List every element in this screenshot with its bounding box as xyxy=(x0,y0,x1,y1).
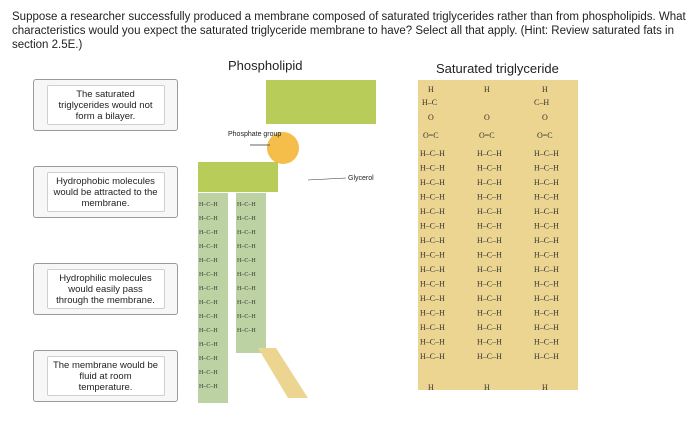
tg-chain-unit: H–C–H xyxy=(420,352,445,361)
tg-chain-unit: H–C–H xyxy=(477,323,502,332)
phospholipid-title: Phospholipid xyxy=(228,58,303,73)
tg-chain-unit: H–C–H xyxy=(534,207,559,216)
tg-oc-3: O=C xyxy=(537,131,553,140)
tg-chain-unit: H–C–H xyxy=(477,308,502,318)
answer-label: The saturated triglycerides would not form a bilayer. xyxy=(47,85,165,125)
tg-chain-unit: H–C–H xyxy=(420,308,445,318)
answer-option-hydrophobic-attracted[interactable] xyxy=(33,166,178,218)
tg-chain-unit: H–C–H xyxy=(477,178,502,187)
tg-chain-unit: H–C–H xyxy=(534,221,559,231)
ph-chain-unit: H–C–H xyxy=(237,300,256,306)
answer-label: Hydrophobic molecules would be attracted to the membrane. xyxy=(47,172,165,212)
tg-h-1: H xyxy=(428,85,434,94)
tg-chain-unit: H–C–H xyxy=(534,236,559,245)
tg-chain-unit: H–C–H xyxy=(420,178,445,187)
tg-chain-unit: H–C–H xyxy=(534,352,559,361)
tg-chain-unit: H–C–H xyxy=(534,149,559,158)
tg-chain-unit: H–C–H xyxy=(420,337,445,347)
glycerol-label: Glycerol xyxy=(348,175,374,182)
ph-chain-unit: H–C–H xyxy=(237,216,256,222)
tg-chain-unit: H–C–H xyxy=(477,294,502,303)
tg-chain-unit: H–C–H xyxy=(477,207,502,216)
ph-chain-unit: H–C–H xyxy=(199,202,218,208)
answer-option-no-bilayer[interactable] xyxy=(33,79,178,131)
ph-chain-unit: H–C–H xyxy=(199,244,218,250)
question-text: Suppose a researcher successfully produced a membrane composed of saturated triglycerides rather than from phospholipids. What characteristics would you expect the saturated triglyceride membrane to have? Select all that apply. (Hint: Review saturated fats in section 2.5E.) xyxy=(12,11,686,51)
tg-h-end-3: H xyxy=(542,383,548,392)
ph-chain-unit: H–C–H xyxy=(199,342,218,348)
ph-chain-unit: H–C–H xyxy=(199,356,218,362)
tg-chain-unit: H–C–H xyxy=(420,323,445,332)
tg-h-3: H xyxy=(542,85,548,94)
tg-chain-unit: H–C–H xyxy=(477,163,502,173)
answer-option-fluid-room-temp[interactable] xyxy=(33,350,178,402)
tg-chain-unit: H–C–H xyxy=(420,279,445,289)
ph-chain-unit: H–C–H xyxy=(237,272,256,278)
tg-oc-1: O=C xyxy=(423,131,439,140)
ph-chain-unit: H–C–H xyxy=(199,314,218,320)
answer-label: The membrane would be fluid at room temperature. xyxy=(47,356,165,396)
ph-chain-unit: H–C–H xyxy=(199,328,218,334)
tg-chain-unit: H–C–H xyxy=(420,250,445,260)
triglyceride-chains xyxy=(420,149,559,361)
ph-chain-unit: H–C–H xyxy=(199,258,218,264)
tg-chain-unit: H–C–H xyxy=(534,250,559,260)
answer-option-hydrophilic-pass[interactable] xyxy=(33,263,178,315)
tg-chain-unit: H–C–H xyxy=(420,207,445,216)
tg-chain-unit: H–C–H xyxy=(420,149,445,158)
tg-chain-unit: H–C–H xyxy=(534,279,559,289)
tg-chain-unit: H–C–H xyxy=(420,294,445,303)
tg-chain-unit: H–C–H xyxy=(420,192,445,202)
tg-chain-unit: H–C–H xyxy=(477,337,502,347)
tg-h-2: H xyxy=(484,85,490,94)
tg-chain-unit: H–C–H xyxy=(534,265,559,274)
ph-chain-unit: H–C–H xyxy=(237,202,256,208)
tg-chain-unit: H–C–H xyxy=(477,279,502,289)
tg-chain-unit: H–C–H xyxy=(420,236,445,245)
tg-h-end-1: H xyxy=(428,383,434,392)
ph-chain-unit: H–C–H xyxy=(199,370,218,376)
tg-oc-2: O=C xyxy=(479,131,495,140)
tg-o-3: O xyxy=(542,113,548,122)
ph-chain-unit: H–C–H xyxy=(199,300,218,306)
ph-chain-unit: H–C–H xyxy=(199,216,218,222)
tg-chain-unit: H–C–H xyxy=(477,250,502,260)
tg-o-1: O xyxy=(428,113,434,122)
tg-chain-unit: H–C–H xyxy=(477,192,502,202)
ph-chain-unit: H–C–H xyxy=(199,230,218,236)
kinked-tail xyxy=(258,348,308,398)
ph-chain-unit: H–C–H xyxy=(237,244,256,250)
tg-chain-unit: H–C–H xyxy=(420,221,445,231)
ph-chain-unit: H–C–H xyxy=(237,286,256,292)
tg-chain-unit: H–C–H xyxy=(534,178,559,187)
tg-chain-unit: H–C–H xyxy=(420,265,445,274)
ph-chain-unit: H–C–H xyxy=(199,272,218,278)
ph-chain-unit: H–C–H xyxy=(199,384,218,390)
tg-chain-unit: H–C–H xyxy=(534,323,559,332)
tg-chain-unit: H–C–H xyxy=(477,236,502,245)
tg-chain-unit: H–C–H xyxy=(477,265,502,274)
tg-chain-unit: H–C–H xyxy=(477,149,502,158)
ph-chain-unit: H–C–H xyxy=(237,314,256,320)
tg-chain-unit: H–C–H xyxy=(534,163,559,173)
tg-chain-unit: H–C–H xyxy=(534,192,559,202)
triglyceride-title: Saturated triglyceride xyxy=(436,61,559,76)
tg-chain-unit: H–C–H xyxy=(534,308,559,318)
ph-chain-unit: H–C–H xyxy=(237,258,256,264)
tg-chain-unit: H–C–H xyxy=(477,221,502,231)
tg-chain-unit: H–C–H xyxy=(477,352,502,361)
tg-o-2: O xyxy=(484,113,490,122)
ph-chain-unit: H–C–H xyxy=(237,230,256,236)
choline-head xyxy=(198,162,278,192)
answer-label: Hydrophilic molecules would easily pass through the membrane. xyxy=(47,269,165,309)
phosphate-group-label: Phosphate group xyxy=(228,131,282,138)
lipid-diagram xyxy=(188,78,588,408)
tg-ch: C–H xyxy=(534,98,550,107)
tg-hc: H–C xyxy=(422,98,438,107)
ph-chain-unit: H–C–H xyxy=(237,328,256,334)
tg-chain-unit: H–C–H xyxy=(420,163,445,173)
ph-chain-unit: H–C–H xyxy=(199,286,218,292)
glycerol-backbone xyxy=(266,80,376,124)
tg-chain-unit: H–C–H xyxy=(534,337,559,347)
tg-chain-unit: H–C–H xyxy=(534,294,559,303)
tg-h-end-2: H xyxy=(484,383,490,392)
